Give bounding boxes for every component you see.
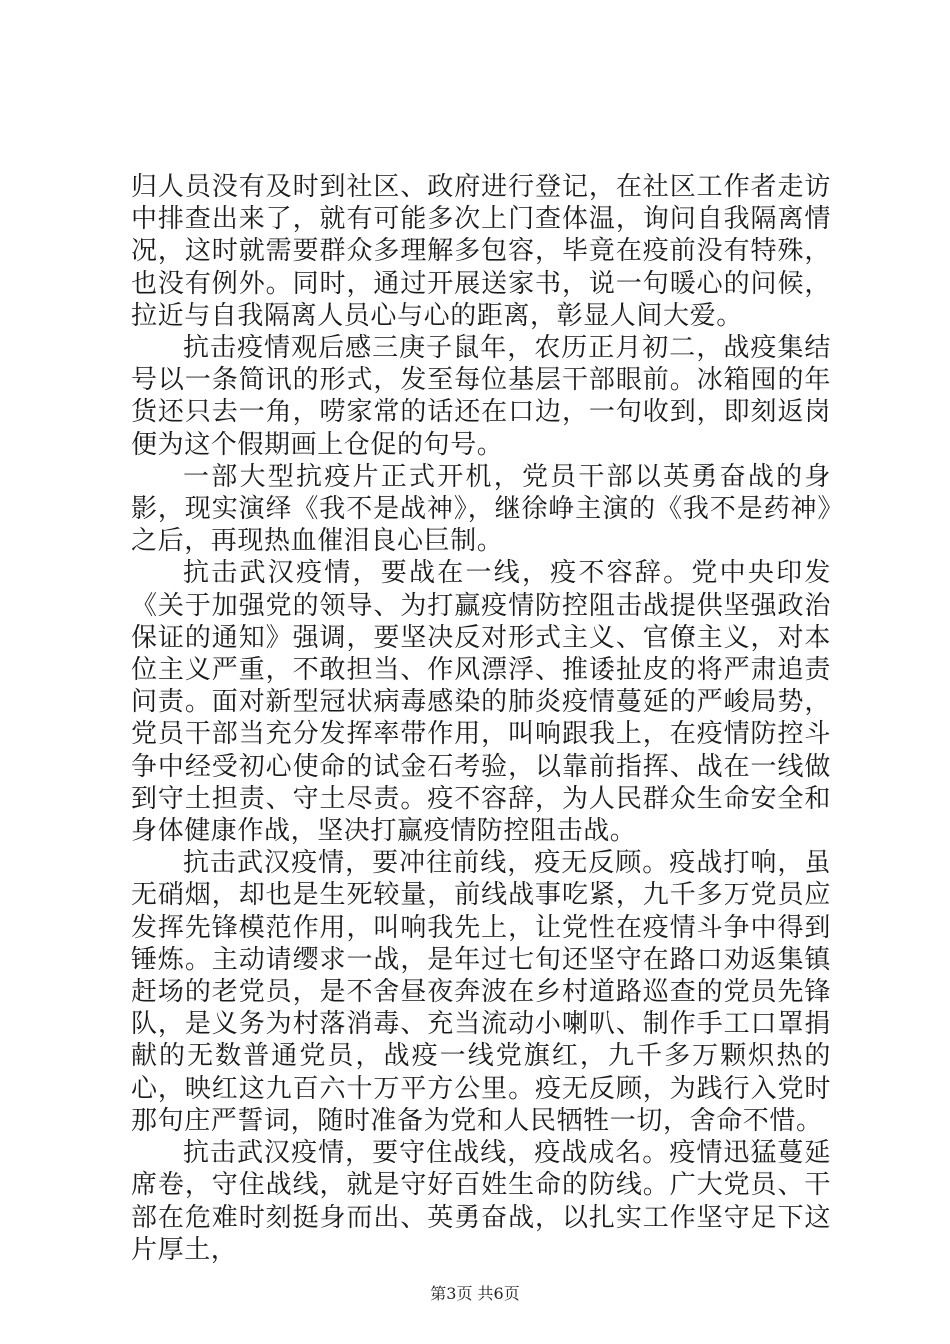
paragraph: 抗击武汉疫情，要守住战线，疫战成名。疫情迅猛蔓延席卷，守住战线，就是守好百姓生命的防线。广大党员、干部在危难时刻挺身而出、英勇奋战，以扎实工作坚守足下这片厚土， [131,1138,831,1265]
paragraph: 抗击武汉疫情，要战在一线，疫不容辞。党中央印发《关于加强党的领导、为打赢疫情防控阻击战提供坚强政治保证的通知》强调，要坚决反对形式主义、官僚主义，对本位主义严重，不敢担当、作风漂浮、推诿扯皮的将严肃追责问责。面对新型冠状病毒感染的肺炎疫情蔓延的严峻局势，党员干部当充分发挥率带作用，叫响跟我上，在疫情防控斗争中经受初心使命的试金石考验，以靠前指挥、战在一线做到守土担责、守土尽责。疫不容辞，为人民群众生命安全和身体健康作战，坚决打赢疫情防控阻击战。 [131,558,831,847]
paragraph: 归人员没有及时到社区、政府进行登记，在社区工作者走访中排查出来了，就有可能多次上门查体温，询问自我隔离情况，这时就需要群众多理解多包容，毕竟在疫前没有特殊，也没有例外。同时，通过开展送家书，说一句暖心的问候，拉近与自我隔离人员心与心的距离，彰显人间大爱。 [131,172,831,331]
page-number-footer: 第3页 共6页 [430,1284,520,1303]
paragraph: 抗击武汉疫情，要冲往前线，疫无反顾。疫战打响，虽无硝烟，却也是生死较量，前线战事吃紧，九千多万党员应发挥先锋模范作用，叫响我先上，让党性在疫情斗争中得到锤炼。主动请缨求一战，是年过七旬还坚守在路口劝返集镇赶场的老党员，是不舍昼夜奔波在乡村道路巡查的党员先锋队，是义务为村落消毒、充当流动小喇叭、制作手工口罩捐献的无数普通党员，战疫一线党旗红，九千多万颗炽热的心，映红这九百六十万平方公里。疫无反顾，为践行入党时那句庄严誓词，随时准备为党和人民牺牲一切，舍命不惜。 [131,848,831,1136]
paragraph: 抗击疫情观后感三庚子鼠年，农历正月初二，战疫集结号以一条简讯的形式，发至每位基层干部眼前。冰箱囤的年货还只去一角，唠家常的话还在口边，一句收到，即刻返岗便为这个假期画上仓促的句号。 [131,333,831,460]
paragraph: 一部大型抗疫片正式开机，党员干部以英勇奋战的身影，现实演绎《我不是战神》，继徐峥主演的《我不是药神》之后，再现热血催泪良心巨制。 [131,461,831,557]
body-text [131,171,831,1266]
